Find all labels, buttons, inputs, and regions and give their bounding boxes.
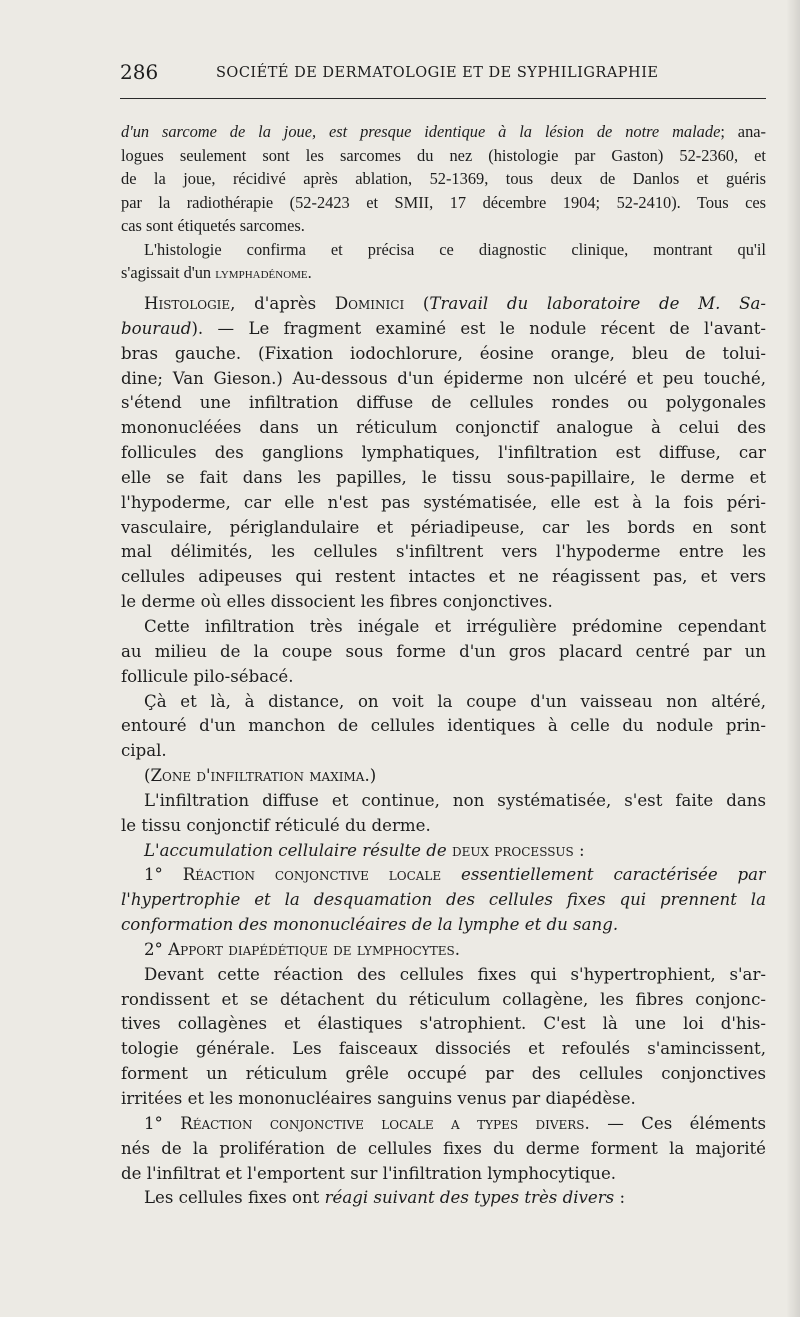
smallcaps-text: Apport diapédétique de lymphocytes.: [168, 939, 460, 959]
text-line: follicule pilo-sébacé.: [121, 666, 294, 686]
text-line: [121, 1186, 766, 1211]
smallcaps-text: Histologie: [144, 294, 231, 313]
text-line: (Zone d'infiltration maxima.): [144, 766, 377, 786]
text-line: nés de la prolifération de cellules fixes du derme forment la majorité: [121, 1138, 766, 1158]
text-line: s'étend une infiltration diffuse de cellules rondes ou polygonales: [121, 393, 766, 413]
text-line: [121, 839, 766, 864]
text-line: [121, 261, 766, 285]
text-line: tologie générale. Les faisceaux dissociés et refoulés s'amincissent,: [121, 1039, 766, 1059]
text-line: le derme où elles dissocient les fibres conjonctives.: [121, 592, 553, 612]
text-run: , d'après: [230, 294, 335, 313]
text-line: l'hypoderme, car elle n'est pas systématisée, elle est à la fois péri-: [121, 492, 766, 512]
text-line: mononucléées dans un réticulum conjonctif analogue à celui des: [121, 418, 766, 438]
text-run: 1°: [144, 1113, 181, 1133]
text-line: [121, 938, 766, 963]
case-note-paragraph: [121, 120, 766, 285]
page-header: [120, 60, 766, 92]
text-line: [121, 1112, 766, 1137]
page-edge-shadow: [786, 0, 800, 1317]
text-run: ). — Le fragment examiné est le nodule récent de l'avant-: [191, 318, 766, 338]
italic-text: réagi suivant des types très divers: [324, 1188, 615, 1208]
text-line: de l'infiltrat et l'emportent sur l'infiltration lymphocytique.: [121, 1163, 617, 1183]
text-line: Çà et là, à distance, on voit la coupe d'un vaisseau non altéré,: [144, 691, 766, 711]
text-run: 1°: [144, 865, 183, 885]
italic-text: l'hypertrophie et la desquamation des cellules fixes qui prennent la: [121, 890, 766, 910]
text-line: L'infiltration diffuse et continue, non systématisée, s'est faite dans: [144, 790, 766, 810]
text-line: Cette infiltration très inégale et irrégulière prédomine cependant: [144, 616, 766, 636]
text-line: cipal.: [121, 741, 167, 761]
text-run: :: [614, 1188, 626, 1208]
text-line: rondissent et se détachent du réticulum collagène, les fibres conjonc-: [121, 989, 766, 1009]
running-title: SOCIÉTÉ DE DERMATOLOGIE ET DE SYPHILIGRAPHIE: [216, 65, 659, 81]
text-line: forment un réticulum grêle occupé par des cellules conjonctives: [121, 1064, 766, 1084]
text-line: de la joue, récidivé après ablation, 52-1369, tous deux de Danlos et guéris: [121, 169, 766, 188]
text-line: vasculaire, périglandulaire et périadipeuse, car les bords en sont: [121, 517, 766, 537]
page-number: 286: [120, 60, 159, 84]
italic-text: bouraud: [121, 318, 192, 338]
smallcaps-text: deux processus :: [446, 840, 585, 860]
text-line: follicules des ganglions lymphatiques, l'infiltration est diffuse, car: [121, 443, 766, 463]
smallcaps-text: lymphadénome.: [215, 263, 312, 282]
text-line: logues seulement sont les sarcomes du nez (histologie par Gaston) 52-2360, et: [121, 145, 766, 165]
text-line: Devant cette réaction des cellules fixes qui s'hypertrophient, s'ar-: [144, 964, 766, 984]
text-line: au milieu de la coupe sous forme d'un gros placard centré par un: [121, 641, 766, 661]
header-rule: [120, 98, 766, 99]
text-line: dine; Van Gieson.) Au-dessous d'un épiderme non ulcéré et peu touché,: [121, 368, 766, 388]
smallcaps-text: Réaction conjonctive locale: [182, 865, 442, 885]
text-line: irritées et les mononucléaires sanguins venus par diapédèse.: [121, 1089, 636, 1108]
text-run: — Ces éléments: [589, 1113, 766, 1133]
smallcaps-text: Réaction conjonctive locale a types divers.: [180, 1113, 590, 1133]
text-line: entouré d'un manchon de cellules identiques à celle du nodule prin-: [121, 716, 766, 736]
smallcaps-text: Dominici: [334, 294, 405, 313]
italic-text: Travail du laboratoire de M. Sa-: [429, 294, 766, 313]
text-run: Les cellules fixes ont: [144, 1188, 325, 1208]
text-run: ; ana-: [720, 122, 766, 141]
text-line: bras gauche. (Fixation iodochlorure, éosine orange, bleu de tolui-: [121, 343, 766, 363]
text-run: s'agissait d'un: [121, 263, 216, 282]
italic-text: d'un sarcome de la joue, est presque identique à la lésion de notre malade: [121, 122, 721, 141]
text-line: tives collagènes et élastiques s'atrophient. C'est là une loi d'his-: [121, 1014, 766, 1034]
text-line: le tissu conjonctif réticulé du derme.: [121, 815, 431, 835]
text-line: [121, 863, 766, 888]
text-line: [121, 292, 766, 317]
text-line: par la radiothérapie (52-2423 et SMII, 17 décembre 1904; 52-2410). Tous ces: [121, 192, 766, 212]
text-line: L'histologie confirma et précisa ce diagnostic clinique, montrant qu'il: [144, 239, 766, 259]
italic-text: conformation des mononucléaires de la lymphe et du sang.: [121, 915, 619, 935]
italic-text: L'accumulation cellulaire résulte de: [144, 840, 447, 860]
text-line: mal délimités, les cellules s'infiltrent vers l'hypoderme entre les: [121, 542, 766, 562]
text-run: (: [404, 294, 430, 313]
text-line: cas sont étiquetés sarcomes.: [121, 216, 305, 235]
text-line: [121, 317, 766, 342]
text-line: [121, 120, 766, 144]
italic-text: essentiellement caractérisée par: [441, 865, 766, 885]
text-line: cellules adipeuses qui restent intactes et ne réagissent pas, et vers: [121, 567, 766, 587]
text-line: [121, 913, 766, 938]
text-run: 2°: [144, 939, 169, 959]
text-line: [121, 888, 766, 913]
histology-section: [121, 292, 766, 1211]
text-line: elle se fait dans les papilles, le tissu sous-papillaire, le derme et: [121, 467, 766, 487]
